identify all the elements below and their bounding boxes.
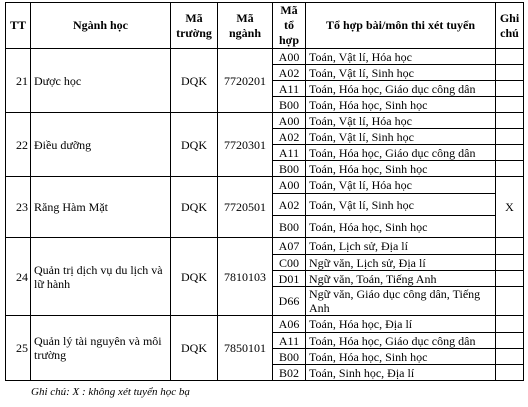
combo-code: A02 [273,65,306,81]
ghi-chu-cell [496,97,524,113]
combo-code: A00 [273,49,306,65]
combo-code: B00 [273,216,306,238]
combo-code: A00 [273,113,306,129]
row-tt: 23 [6,177,31,238]
combo-subjects: Toán, Hóa học, Sinh học [306,216,496,238]
ghi-chu-cell [496,349,524,365]
combo-subjects: Toán, Hóa học, Sinh học [306,97,496,113]
combo-code: B00 [273,349,306,365]
combo-code: A06 [273,316,306,333]
combo-code: A11 [273,81,306,97]
combo-subjects: Toán, Hóa học, Sinh học [306,161,496,177]
row-major-code: 7850101 [218,316,273,381]
combo-code: D66 [273,287,306,316]
ghi-chu-cell [496,255,524,271]
header-ghi-chu: Ghi chú [496,3,524,49]
ghi-chu-cell [496,161,524,177]
row-major-code: 7810103 [218,238,273,316]
combo-subjects: Toán, Hóa học, Giáo dục công dân [306,145,496,161]
combo-subjects: Toán, Vật lí, Sinh học [306,194,496,216]
row-tt: 21 [6,49,31,113]
header-ma-nganh: Mã ngành [218,3,273,49]
ghi-chu-cell [496,365,524,381]
combo-code: C00 [273,255,306,271]
header-nganh-hoc: Ngành học [31,3,171,49]
combo-subjects: Toán, Hóa học, Sinh học [306,349,496,365]
ghi-chu-cell [496,287,524,316]
combo-subjects: Toán, Hóa học, Giáo dục công dân [306,81,496,97]
row-tt: 22 [6,113,31,177]
row-major-code: 7720201 [218,49,273,113]
ghi-chu-cell [496,333,524,349]
ghi-chu-cell [496,49,524,65]
row-school-code: DQK [171,177,218,238]
row-major-code: 7720301 [218,113,273,177]
combo-subjects: Toán, Vật lí, Hóa học [306,177,496,194]
header-tt: TT [6,3,31,49]
ghi-chu-cell [496,81,524,97]
combo-code: A11 [273,333,306,349]
combo-subjects: Toán, Hóa học, Giáo dục công dân [306,333,496,349]
ghi-chu-cell [496,65,524,81]
combo-subjects: Toán, Vật lí, Sinh học [306,129,496,145]
combo-subjects: Ngữ văn, Toán, Tiếng Anh [306,271,496,287]
header-to-hop: Tổ hợp bài/môn thi xét tuyển [306,3,496,49]
combo-code: A02 [273,129,306,145]
row-tt: 24 [6,238,31,316]
ghi-chu-cell [496,113,524,129]
combo-subjects: Toán, Hóa học, Địa lí [306,316,496,333]
ghi-chu-cell [496,238,524,255]
row-school-code: DQK [171,316,218,381]
ghi-chu-cell [496,271,524,287]
ghi-chu-cell [496,145,524,161]
combo-subjects: Toán, Vật lí, Sinh học [306,65,496,81]
combo-subjects: Ngữ văn, Lịch sử, Địa lí [306,255,496,271]
combo-code: B02 [273,365,306,381]
ghi-chu-cell [496,316,524,333]
combo-code: A07 [273,238,306,255]
combo-code: B00 [273,97,306,113]
row-major: Quản trị dịch vụ du lịch và lữ hành [31,238,171,316]
combo-subjects: Toán, Vật lí, Hóa học [306,49,496,65]
ghi-chu-mark: X [496,177,524,238]
combo-code: A02 [273,194,306,216]
ghi-chu-cell [496,129,524,145]
row-major: Dược học [31,49,171,113]
combo-code: A11 [273,145,306,161]
row-major: Điều dưỡng [31,113,171,177]
combo-code: B00 [273,161,306,177]
row-major-code: 7720501 [218,177,273,238]
combo-subjects: Toán, Lịch sử, Địa lí [306,238,496,255]
row-tt: 25 [6,316,31,381]
row-school-code: DQK [171,49,218,113]
footnote: Ghi chú: X : không xét tuyển học bạ [31,386,190,398]
combo-code: A00 [273,177,306,194]
combo-subjects: Toán, Vật lí, Hóa học [306,113,496,129]
admissions-table [5,2,524,381]
row-major: Răng Hàm Mặt [31,177,171,238]
combo-code: D01 [273,271,306,287]
row-school-code: DQK [171,238,218,316]
header-ma-to-hop: Mã tổ hợp [273,3,306,49]
combo-subjects: Ngữ văn, Giáo dục công dân, Tiếng Anh [306,287,496,316]
combo-subjects: Toán, Sinh học, Địa lí [306,365,496,381]
row-major: Quản lý tài nguyên và môi trường [31,316,171,381]
header-ma-truong: Mã trường [171,3,218,49]
row-school-code: DQK [171,113,218,177]
